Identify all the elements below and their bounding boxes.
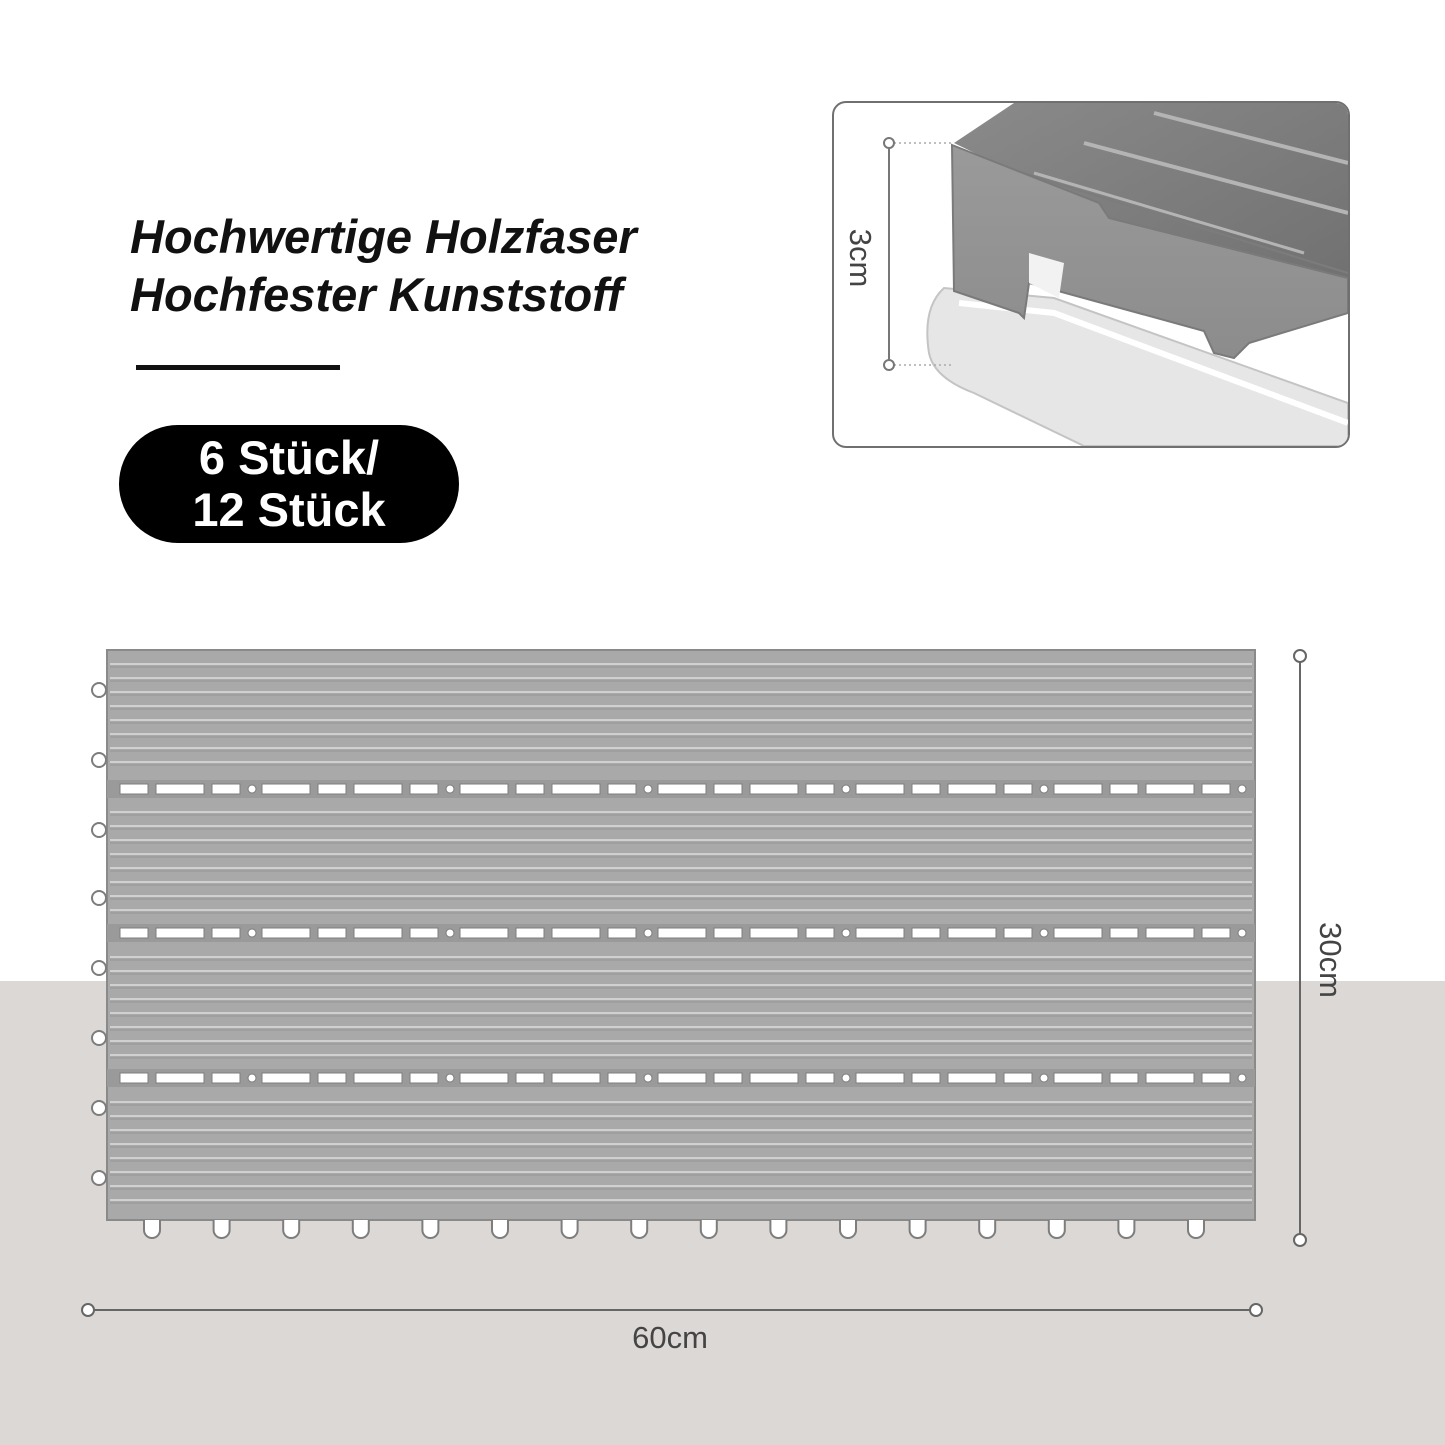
thickness-label: 3cm <box>843 228 878 288</box>
headline-line-2: Hochfester Kunststoff <box>130 268 623 321</box>
quantity-badge-line-1: 6 Stück/ <box>198 431 380 484</box>
height-dimension-line <box>1294 650 1306 1246</box>
height-label: 30cm <box>1313 922 1348 998</box>
width-dimension-line <box>82 1304 1262 1316</box>
headline-line-1: Hochwertige Holzfaser <box>130 210 637 263</box>
dimension-line-marker <box>82 1304 94 1316</box>
dimension-line-marker <box>1294 650 1306 662</box>
quantity-badge-line-2: 12 Stück <box>192 483 386 536</box>
width-label: 60cm <box>632 1320 708 1355</box>
dimension-line-marker <box>1250 1304 1262 1316</box>
dimension-line-marker <box>1294 1234 1306 1246</box>
